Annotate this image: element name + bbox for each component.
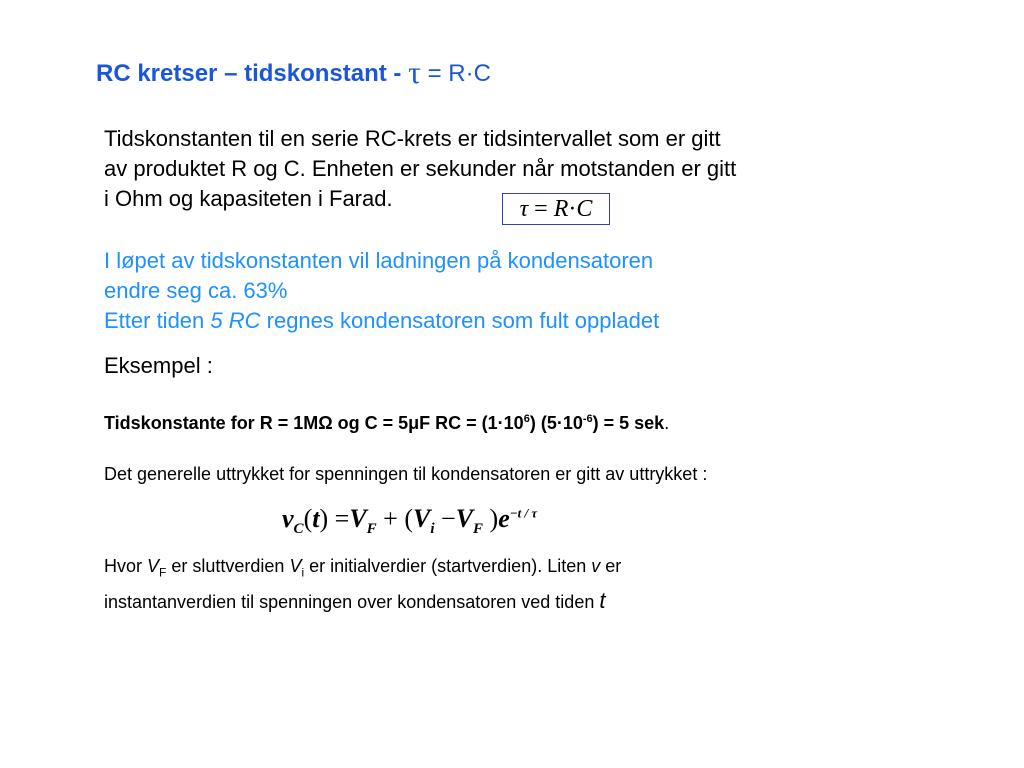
calc-part-b: ) (5·10 [529, 413, 583, 433]
title-tau-symbol: τ [408, 54, 421, 90]
charge-line-2: endre seg ca. 63% [104, 278, 288, 303]
vf-sub-c: C [293, 521, 304, 538]
charge-line-3-pre: Etter tiden [104, 308, 211, 333]
exp-line-2-text: instantanverdien til spenningen over kondensatoren ved tiden [104, 591, 600, 612]
vf-v: v [282, 504, 294, 533]
calc-exp-2: -6 [582, 413, 593, 425]
exp-vf: V [147, 556, 160, 576]
vf-sub-i: i [430, 521, 435, 538]
exp-t: t [599, 587, 606, 613]
formula-dot: · [568, 196, 577, 222]
vf-lparen: ( [303, 504, 313, 533]
calc-period: . [664, 413, 670, 433]
title-text: RC kretser – tidskonstant - [96, 60, 402, 87]
intro-paragraph [104, 124, 736, 214]
explanation-paragraph [104, 552, 904, 616]
example-calculation [104, 413, 669, 434]
voltage-formula [282, 504, 537, 538]
vf-V-initial: V [413, 504, 431, 533]
formula-equals: = [534, 196, 548, 222]
charge-line-1: I løpet av tidskonstanten vil ladningen på kondensatoren [104, 248, 654, 273]
calc-part-c: ) = 5 sek [592, 413, 665, 433]
tau-formula-box [502, 193, 610, 225]
vf-close: ) [483, 504, 499, 533]
calc-part-a: Tidskonstante for R = 1MΩ og C = 5μF RC = (1·10 [104, 413, 524, 433]
exp-vf-sub: F [159, 565, 167, 580]
calc-exp-1: 6 [523, 413, 530, 425]
exp-p4: er [600, 556, 622, 576]
vf-plus: + ( [376, 504, 413, 533]
exp-v: v [591, 556, 601, 576]
vf-sub-f-2: F [473, 521, 484, 538]
general-expression-text: Det generelle uttrykket for spenningen til kondensatoren er gitt av uttrykket : [104, 464, 708, 484]
exp-vi-sub: i [301, 565, 305, 580]
vf-V-final-2: V [455, 504, 474, 533]
exp-vi: V [289, 556, 302, 576]
vf-V-final: V [349, 504, 367, 533]
vf-sub-f: F [366, 521, 377, 538]
formula-tau: τ [519, 196, 529, 222]
explanation-line-2 [104, 587, 904, 616]
vf-t: t [312, 504, 320, 533]
vf-equals: = [328, 504, 350, 533]
formula-r: R [553, 196, 569, 222]
charge-line-3-post: regnes kondensatoren som fult oppladet [260, 308, 660, 333]
charge-paragraph [104, 246, 659, 336]
charge-line-3-em: 5 RC [210, 308, 261, 333]
exp-p2: er sluttverdien [166, 556, 290, 576]
vf-minus: − [434, 504, 456, 533]
intro-line-3: i Ohm og kapasiteten i Farad. [104, 186, 393, 211]
exp-p1: Hvor [104, 556, 148, 576]
intro-line-2: av produktet R og C. Enheten er sekunder når motstanden er gitt [104, 156, 737, 181]
vf-rparen: ) [319, 504, 329, 533]
example-label: Eksempel : [104, 353, 213, 378]
slide-title [96, 56, 491, 88]
formula-c: C [576, 196, 593, 222]
title-equation: = R·C [427, 60, 491, 87]
vf-e: e [498, 504, 510, 533]
exp-p3: er initialverdier (startverdien). Liten [304, 556, 592, 576]
charge-line-3 [104, 306, 659, 336]
vf-exponent: −t / τ [509, 505, 538, 521]
intro-line-1: Tidskonstanten til en serie RC-krets er tidsintervallet som er gitt [104, 126, 721, 151]
explanation-line-1 [104, 552, 904, 587]
